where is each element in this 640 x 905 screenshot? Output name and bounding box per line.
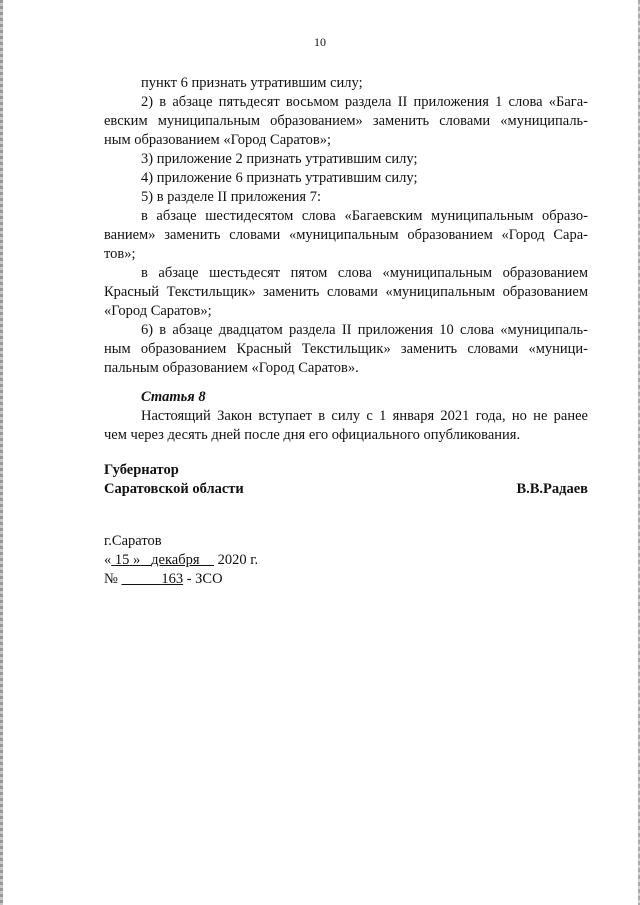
scan-edge-left <box>0 0 3 905</box>
body-line: 2) в абзаце пятьдесят восьмом раздела II приложения 1 слова «Бага- <box>141 94 588 110</box>
footer-date <box>104 551 258 570</box>
body-line: тов»; <box>104 246 136 262</box>
signature-name: В.В.Радаев <box>516 481 588 497</box>
footer-number <box>104 570 223 589</box>
body-line: 5) в разделе II приложения 7: <box>141 189 321 205</box>
date-day: 15 <box>114 552 130 568</box>
date-month: декабря <box>151 552 200 568</box>
body-line: «Город Саратов»; <box>104 303 212 319</box>
body-line: 3) приложение 2 признать утратившим силу; <box>141 151 418 167</box>
body-line: евским муниципальным образованием» заменить словами «муниципаль- <box>104 113 588 129</box>
body-line: 4) приложение 6 признать утратившим силу; <box>141 170 418 186</box>
date-year: 2020 г. <box>217 552 259 568</box>
number-suffix: - ЗСО <box>186 571 223 587</box>
body-line: пальным образованием «Город Саратов». <box>104 360 359 376</box>
body-line: ванием» заменить словами «муниципальным образованием «Город Сара- <box>104 227 588 243</box>
body-line: 6) в абзаце двадцатом раздела II приложения 10 слова «муниципаль- <box>141 322 588 338</box>
number-value: 163 <box>161 571 184 587</box>
body-line: в абзаце шестьдесят пятом слова «муниципальным образованием <box>141 265 588 281</box>
footer-city: г.Саратов <box>104 533 162 549</box>
article-text: Настоящий Закон вступает в силу с 1 января 2021 года, но не ранее <box>141 408 588 424</box>
signature-title-line2: Саратовской области <box>104 481 244 497</box>
body-line: пункт 6 признать утратившим силу; <box>141 75 363 91</box>
body-line: Красный Текстильщик» заменить словами «муниципальным образованием <box>104 284 588 300</box>
body-line: в абзаце шестидесятом слова «Багаевским муниципальным образо- <box>141 208 588 224</box>
body-line: ным образованием Красный Текстильщик» заменить словами «муници- <box>104 341 588 357</box>
article-heading: Статья 8 <box>141 389 206 405</box>
page-number: 10 <box>314 35 326 49</box>
number-prefix: № <box>104 571 118 587</box>
date-close-quote: » <box>133 552 141 568</box>
signature-title-line1: Губернатор <box>104 462 179 478</box>
article-text: чем через десять дней после дня его официального опубликования. <box>104 427 521 443</box>
date-open-quote: « <box>104 552 112 568</box>
body-line: ным образованием «Город Саратов»; <box>104 132 331 148</box>
